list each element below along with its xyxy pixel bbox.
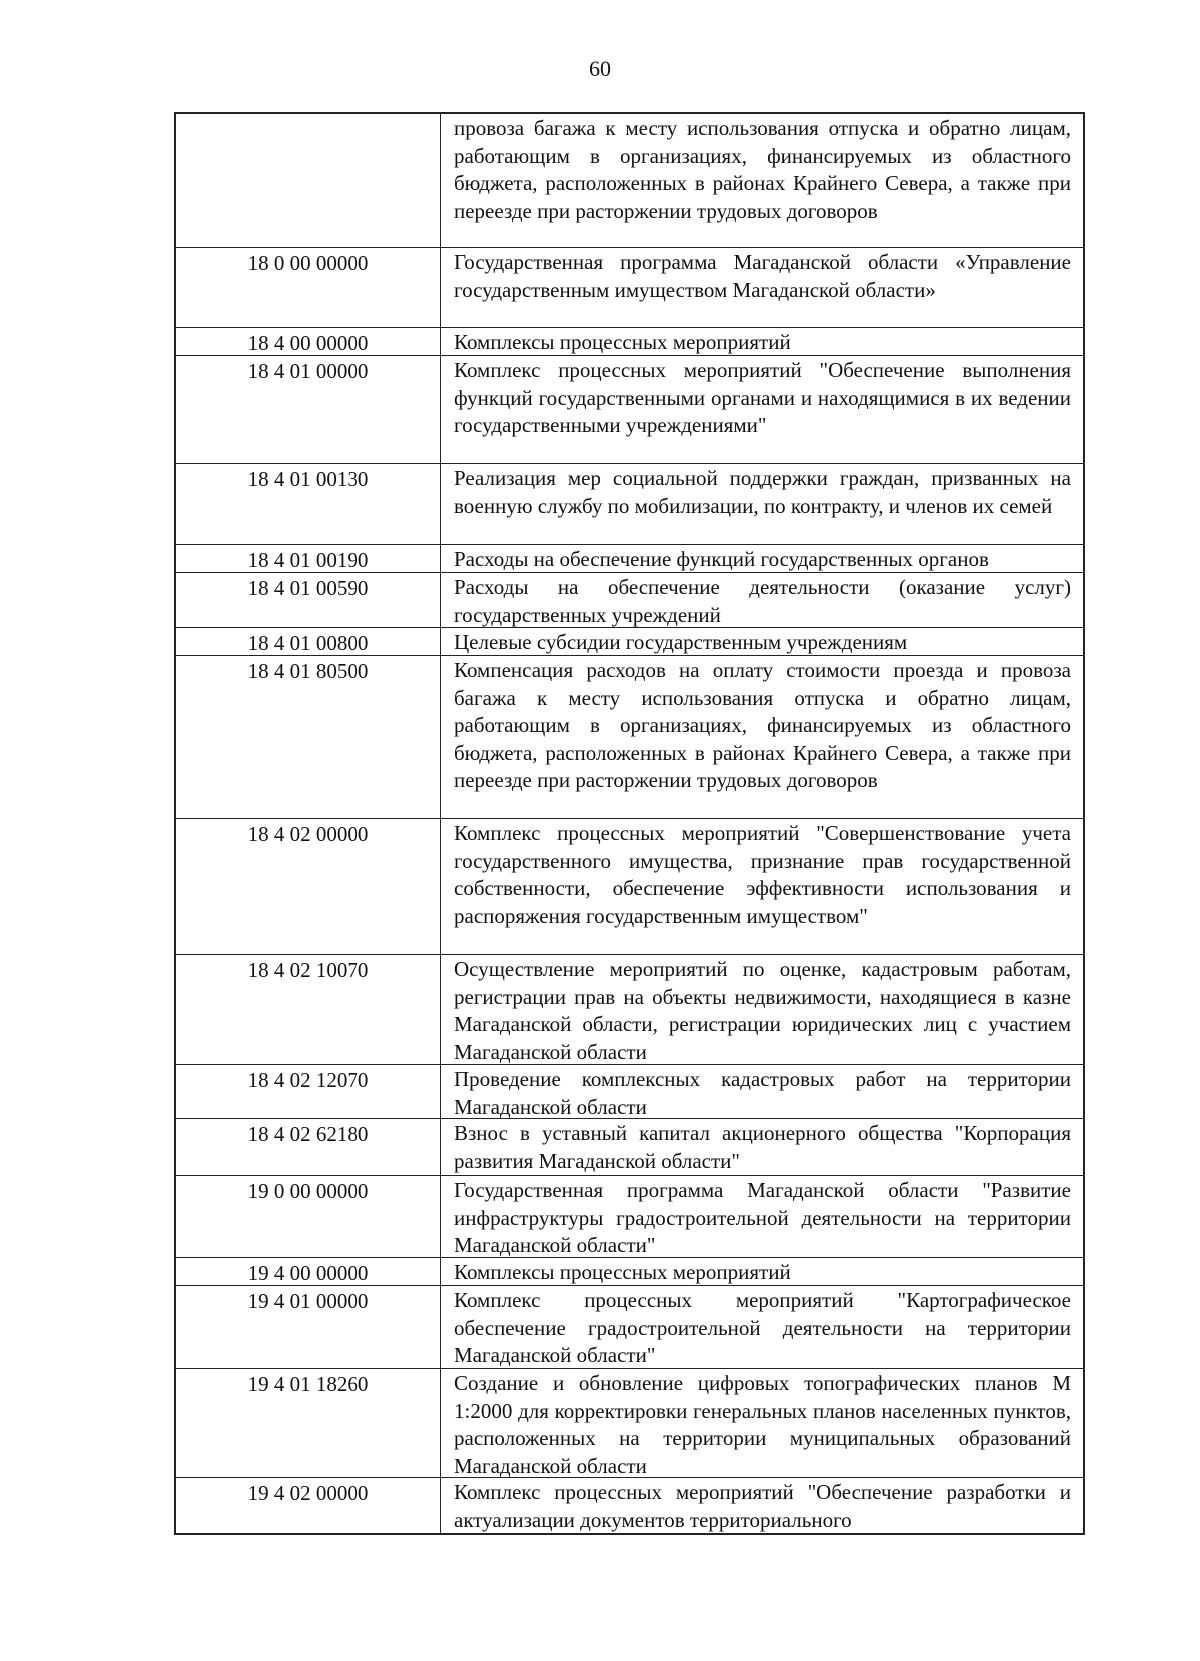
code-cell: 18 4 01 00800 [176, 628, 441, 655]
code-cell: 18 4 01 00590 [176, 573, 441, 627]
code-cell: 19 0 00 00000 [176, 1176, 441, 1257]
budget-classification-table [174, 112, 1085, 1535]
code-cell: 19 4 02 00000 [176, 1478, 441, 1533]
table-row [176, 1118, 1083, 1175]
table-row [176, 1285, 1083, 1368]
table-row [176, 1368, 1083, 1477]
table-row [176, 327, 1083, 355]
table-row [176, 1175, 1083, 1257]
code-cell: 18 4 02 62180 [176, 1119, 441, 1175]
description-cell: Создание и обновление цифровых топографических планов М 1:2000 для корректировки генеральных планов населенных пунктов, расположенных на территории муниципальных образований Магаданской области [454, 1371, 1071, 1478]
code-cell: 18 4 01 00190 [176, 545, 441, 572]
description-cell: Государственная программа Магаданской области "Развитие инфраструктуры градостроительной деятельности на территории Магаданской области" [454, 1178, 1071, 1257]
description-cell: Комплексы процессных мероприятий [454, 330, 791, 354]
description-cell: Компенсация расходов на оплату стоимости проезда и провоза багажа к месту использования отпуска и обратно лицам, работающим в организациях, финансируемых из областного бюджета, расположенных в районах Крайнего Севера, а также при переезде при расторжении трудовых договоров [454, 658, 1071, 792]
description-cell: Комплекс процессных мероприятий "Совершенствование учета государственного имущества, признание прав государственной собственности, обеспечение эффективности использования и распоряжения государственным имуществом" [454, 821, 1071, 928]
description-cell: провоза багажа к месту использования отпуска и обратно лицам, работающим в организациях, финансируемых из областного бюджета, расположенных в районах Крайнего Севера, а также при переезде при расторжении трудовых договоров [454, 116, 1071, 223]
code-cell: 18 4 01 00130 [176, 464, 441, 544]
description-cell: Расходы на обеспечение функций государственных органов [454, 547, 989, 571]
code-cell: 19 4 00 00000 [176, 1258, 441, 1285]
description-cell: Взнос в уставный капитал акционерного общества "Корпорация развития Магаданской области" [454, 1121, 1071, 1173]
table-row [176, 544, 1083, 572]
table-row [176, 954, 1083, 1064]
table-row [176, 818, 1083, 954]
code-cell: 18 0 00 00000 [176, 248, 441, 327]
table-row [176, 355, 1083, 463]
table-row [176, 655, 1083, 818]
description-cell: Целевые субсидии государственным учреждениям [454, 630, 908, 654]
description-cell: Проведение комплексных кадастровых работ на территории Магаданской области [454, 1067, 1071, 1119]
page-number: 60 [589, 56, 611, 81]
description-cell: Комплекс процессных мероприятий "Картографическое обеспечение градостроительной деятельности на территории Магаданской области" [454, 1288, 1071, 1367]
table-row [176, 1064, 1083, 1118]
table-row [176, 572, 1083, 627]
description-cell: Комплекс процессных мероприятий "Обеспечение выполнения функций государственными органами и находящимися в их ведении государственными учреждениями" [454, 358, 1071, 437]
code-cell: 19 4 01 18260 [176, 1369, 441, 1477]
code-cell: 18 4 02 12070 [176, 1065, 441, 1118]
table-row [176, 1477, 1083, 1533]
code-cell: 18 4 01 00000 [176, 356, 441, 463]
description-cell: Комплексы процессных мероприятий [454, 1260, 791, 1284]
table-row [176, 1257, 1083, 1285]
code-cell [176, 114, 441, 247]
description-cell: Государственная программа Магаданской области «Управление государственным имуществом Магаданской области» [454, 250, 1071, 302]
description-cell: Осуществление мероприятий по оценке, кадастровым работам, регистрации прав на объекты недвижимости, находящиеся в казне Магаданской области, регистрации юридических лиц с участием Магаданской области [454, 957, 1071, 1064]
description-cell: Расходы на обеспечение деятельности (оказание услуг) государственных учреждений [454, 575, 1071, 627]
code-cell: 18 4 01 80500 [176, 656, 441, 818]
code-cell: 19 4 01 00000 [176, 1286, 441, 1368]
code-cell: 18 4 02 00000 [176, 819, 441, 954]
description-cell: Реализация мер социальной поддержки граждан, призванных на военную службу по мобилизации, по контракту, и членов их семей [454, 466, 1071, 518]
code-cell: 18 4 02 10070 [176, 955, 441, 1064]
code-cell: 18 4 00 00000 [176, 328, 441, 355]
table-row [176, 114, 1083, 247]
table-row [176, 627, 1083, 655]
table-row [176, 463, 1083, 544]
table-row [176, 247, 1083, 327]
description-cell: Комплекс процессных мероприятий "Обеспечение разработки и актуализации документов территориального [454, 1480, 1071, 1532]
